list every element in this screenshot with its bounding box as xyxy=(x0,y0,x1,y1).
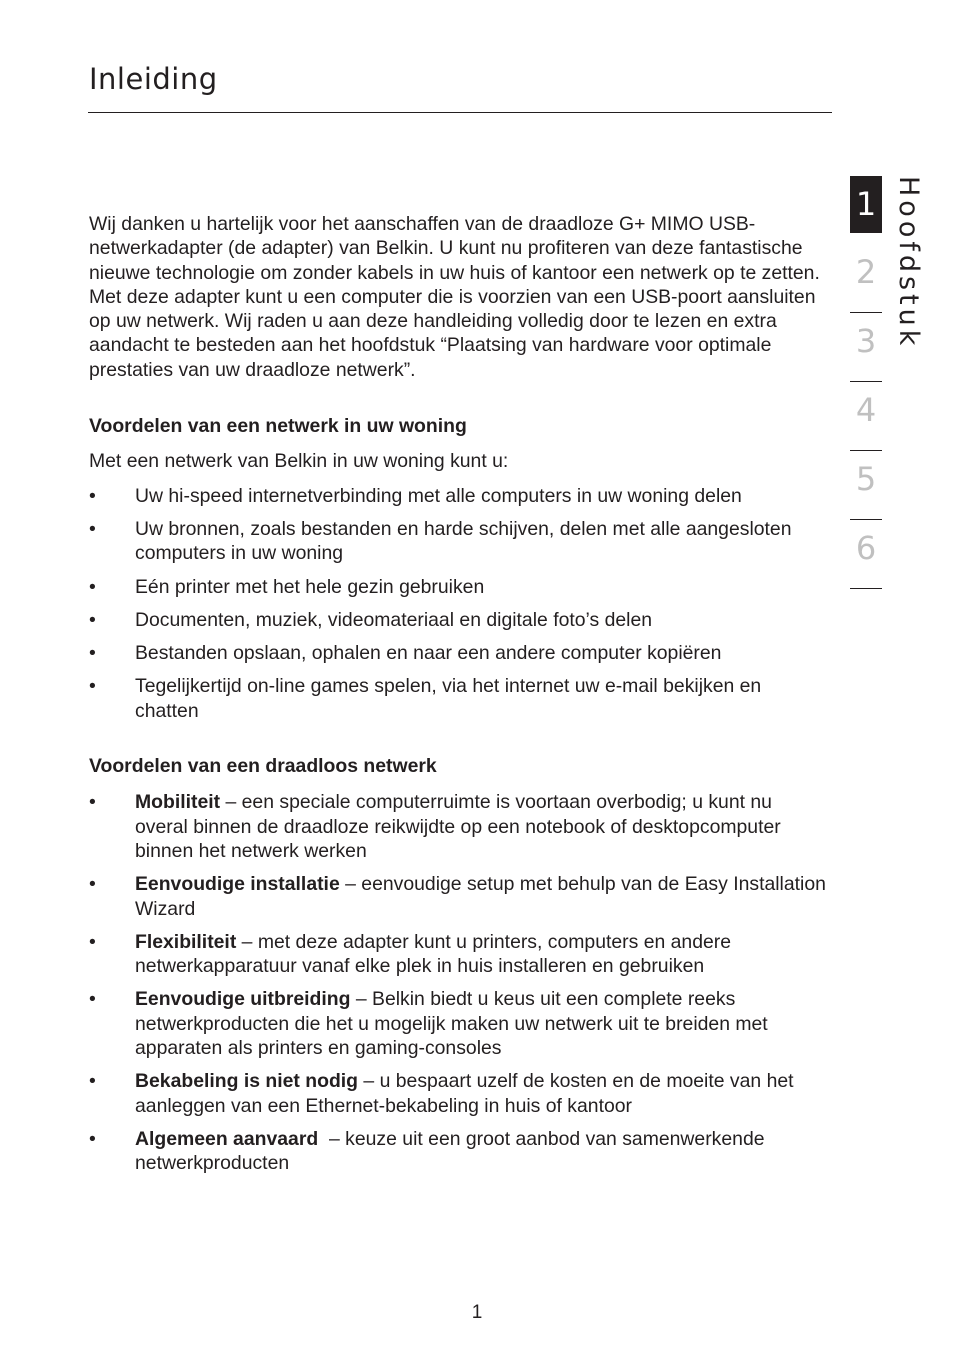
list-item-text: Uw hi-speed internetverbinding met alle computers in uw woning delen xyxy=(135,484,742,507)
bullet-icon: • xyxy=(89,873,96,896)
wireless-benefits-list xyxy=(89,790,832,1175)
list-item xyxy=(89,872,832,921)
chapter-tab-3: 3 xyxy=(855,322,877,360)
benefit-description: – een speciale computerruimte is voortaan overbodig; u kunt nu overal binnen de draadloze reikwijdte op een notebook of desktopcomputer binnen het netwerk werken xyxy=(135,791,787,862)
chapter-divider xyxy=(850,439,882,451)
home-network-benefits-list xyxy=(89,484,829,723)
bullet-icon: • xyxy=(89,988,96,1011)
chapter-tabs xyxy=(850,176,882,589)
bullet-icon: • xyxy=(89,930,96,953)
list-item xyxy=(89,608,829,632)
section-heading-home-network: Voordelen van een netwerk in uw woning xyxy=(89,415,467,438)
benefit-term: Algemeen aanvaard xyxy=(135,1127,319,1150)
page-number: 1 xyxy=(471,1302,483,1323)
page-title: Inleiding xyxy=(89,62,218,96)
bullet-icon: • xyxy=(89,608,96,631)
benefit-description: – u bespaart uzelf de kosten en de moeite van het aanleggen van een Ethernet-bekabeling in huis of kantoor xyxy=(135,1070,799,1117)
list-item xyxy=(89,1069,829,1118)
list-item xyxy=(89,987,829,1060)
list-item-text: Uw bronnen, zoals bestanden en harde schijven, delen met alle aangesloten computers in uw woning xyxy=(135,517,792,565)
chapter-tab-6: 6 xyxy=(855,529,877,567)
benefit-term: Bekabeling is niet nodig xyxy=(135,1070,359,1093)
intro-paragraph: Wij danken u hartelijk voor het aanschaffen van de draadloze G+ MIMO USB-netwerkadapter (de adapter) van Belkin. U kunt nu profiteren van deze fantastische nieuwe technologie om zonder kabels in uw huis of kantoor een netwerk op te zetten. Met deze adapter kunt u een computer die is voorzien van een USB-poort aansluiten op uw netwerk. Wij raden u aan deze handleiding volledig door te lezen en extra aandacht te besteden aan het hoofdstuk “Plaatsing van hardware voor optimale prestaties van uw draadloze netwerk”. xyxy=(89,213,820,381)
chapter-divider xyxy=(850,233,882,244)
list-item xyxy=(89,484,829,508)
benefit-term: Eenvoudige installatie xyxy=(135,873,340,896)
section-lead: Met een netwerk van Belkin in uw woning kunt u: xyxy=(89,450,509,473)
list-item-text: Eén printer met het hele gezin gebruiken xyxy=(135,575,485,598)
list-item xyxy=(89,641,829,665)
chapter-divider xyxy=(850,301,882,313)
section-heading-wireless-network: Voordelen van een draadloos netwerk xyxy=(89,755,437,778)
list-item xyxy=(89,674,829,723)
chapter-divider xyxy=(850,370,882,382)
benefit-description: – met deze adapter kunt u printers, computers en andere netwerkapparatuur vanaf elke plek in huis installeren en gebruiken xyxy=(135,930,737,978)
benefit-term: Mobiliteit xyxy=(135,791,221,814)
list-item xyxy=(89,1127,829,1176)
chapter-tab-2: 2 xyxy=(855,253,877,291)
benefit-term: Flexibiliteit xyxy=(135,930,237,953)
bullet-icon: • xyxy=(89,575,96,598)
chapter-tab-1: 1 xyxy=(850,176,882,233)
list-item xyxy=(89,575,829,599)
list-item-text: Documenten, muziek, videomateriaal en digitale foto’s delen xyxy=(135,608,653,631)
list-item-text: Bestanden opslaan, ophalen en naar een andere computer kopiëren xyxy=(135,642,722,665)
list-item-text: Tegelijkertijd on-line games spelen, via het internet uw e-mail bekijken en chatten xyxy=(135,675,762,722)
chapter-divider xyxy=(850,577,882,589)
benefit-description: – Belkin biedt u keus uit een complete reeks netwerkproducten die het u mogelijk maken uw netwerk uit te breiden met apparaten als printers en gaming-consoles xyxy=(135,988,774,1060)
list-item xyxy=(89,790,829,863)
bullet-icon: • xyxy=(89,675,96,698)
bullet-icon: • xyxy=(89,1070,96,1093)
chapter-tab-5: 5 xyxy=(855,460,877,498)
benefit-description: – eenvoudige setup met behulp van de Easy Installation Wizard xyxy=(135,873,832,920)
title-divider xyxy=(88,112,832,113)
bullet-icon: • xyxy=(89,484,96,507)
chapter-divider xyxy=(850,508,882,520)
chapter-label: Hoofdstuk xyxy=(893,176,924,350)
chapter-tab-4: 4 xyxy=(855,391,877,429)
list-item xyxy=(89,930,829,979)
benefit-term: Eenvoudige uitbreiding xyxy=(135,988,351,1011)
bullet-icon: • xyxy=(89,517,96,540)
main-content xyxy=(89,212,832,1185)
bullet-icon: • xyxy=(89,642,96,665)
bullet-icon: • xyxy=(89,1127,96,1150)
bullet-icon: • xyxy=(89,791,96,814)
benefit-description: – keuze uit een groot aanbod van samenwerkende netwerkproducten xyxy=(135,1127,770,1175)
list-item xyxy=(89,517,829,566)
